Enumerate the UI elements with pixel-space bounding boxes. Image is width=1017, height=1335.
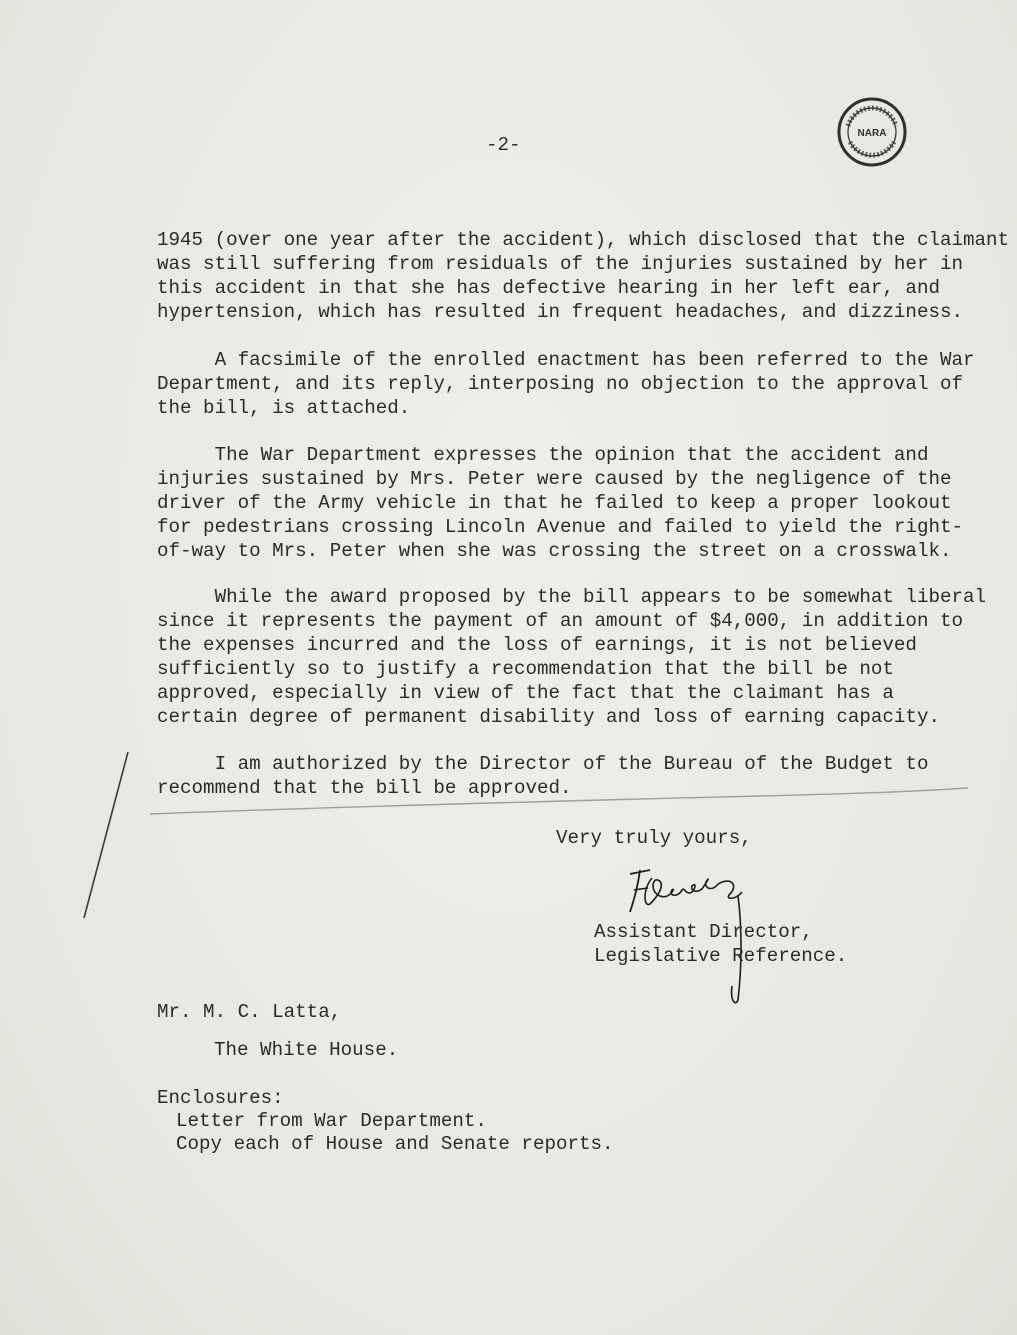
- enclosure-item: Letter from War Department.: [176, 1110, 487, 1132]
- body-line: 1945 (over one year after the accident), which disclosed that the claimant: [157, 229, 1010, 251]
- signer-department: Legislative Reference.: [594, 945, 848, 967]
- signer-title: Assistant Director,: [594, 921, 813, 943]
- library-stamp-icon: [836, 96, 908, 168]
- body-line: driver of the Army vehicle in that he failed to keep a proper lookout: [157, 492, 952, 514]
- page-number: -2-: [486, 134, 521, 156]
- body-line: Department, and its reply, interposing no objection to the approval of: [157, 373, 964, 395]
- body-line: since it represents the payment of an amount of $4,000, in addition to: [157, 610, 964, 632]
- body-line: the expenses incurred and the loss of earnings, it is not believed: [157, 634, 917, 656]
- body-line: recommend that the bill be approved.: [157, 777, 572, 799]
- body-line: this accident in that she has defective hearing in her left ear, and: [157, 277, 940, 299]
- svg-text:NARA: NARA: [857, 128, 887, 139]
- body-line: the bill, is attached.: [157, 397, 411, 419]
- body-line: hypertension, which has resulted in frequent headaches, and dizziness.: [157, 301, 964, 323]
- body-line: of-way to Mrs. Peter when she was crossing the street on a crosswalk.: [157, 540, 952, 562]
- body-line: certain degree of permanent disability and loss of earning capacity.: [157, 706, 940, 728]
- salutation: Very truly yours,: [556, 827, 752, 849]
- body-line: approved, especially in view of the fact that the claimant has a: [157, 682, 894, 704]
- addressee-name: Mr. M. C. Latta,: [157, 1001, 342, 1023]
- enclosure-item: Copy each of House and Senate reports.: [176, 1133, 614, 1155]
- body-line: injuries sustained by Mrs. Peter were caused by the negligence of the: [157, 468, 952, 490]
- body-line: While the award proposed by the bill appears to be somewhat liberal: [157, 586, 987, 608]
- body-line: The War Department expresses the opinion that the accident and: [157, 444, 929, 466]
- body-line: I am authorized by the Director of the Bureau of the Budget to: [157, 753, 929, 775]
- body-line: was still suffering from residuals of the injuries sustained by her in: [157, 253, 964, 275]
- enclosures-heading: Enclosures:: [157, 1087, 284, 1109]
- body-line: sufficiently so to justify a recommendation that the bill be not: [157, 658, 894, 680]
- addressee-place: The White House.: [214, 1039, 399, 1061]
- body-line: A facsimile of the enrolled enactment has been referred to the War: [157, 349, 975, 371]
- body-line: for pedestrians crossing Lincoln Avenue and failed to yield the right-: [157, 516, 964, 538]
